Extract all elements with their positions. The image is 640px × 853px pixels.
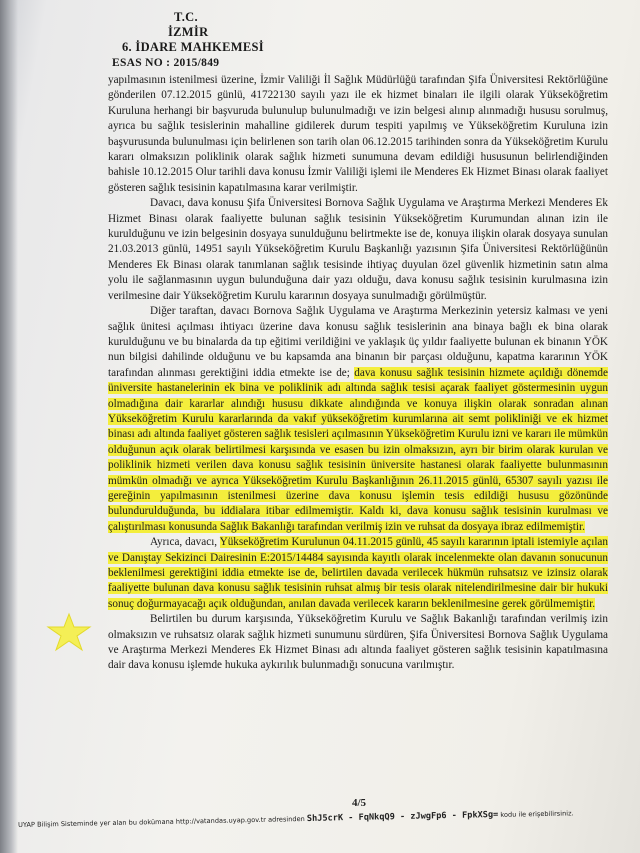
header-tc: T.C.: [174, 10, 198, 24]
header-esas-no: ESAS NO : 2015/849: [112, 57, 220, 69]
highlighter-star-mark: [46, 612, 92, 652]
footer-suffix: kodu ile erişebilirsiniz.: [500, 809, 574, 819]
paragraph: [108, 612, 608, 674]
paragraph: [108, 196, 608, 304]
paragraph: [108, 304, 608, 535]
document-body: [108, 73, 608, 674]
highlighted-text: dava konusu sağlık tesisinin hizmete açıldığı dönemde üniversite hastanelerinin ek bina ve poliklinik adı altında sağlık tesisi açarak faaliyet göstermesinin uygun olmadığına dair kararlar alındığı hususu dikkate alındığında ve konuya ilişkin olarak sonradan alınan Yükseköğretim Kurulu kararlarında da vakıf yükseköğretim kurumlarına ait semt polikliniği ve ek hizmet binası adı altında faaliyet gösteren sağlık tesisleri açılmasının Yükseköğretim Kurulu izni ve kararı ile mümkün olduğunun açık olarak belirtilmesi karşısında ve esasen bu izin olmaksızın, ayrı bir birim olarak kurulan ve poliklinik hizmeti verilen dava konusu sağlık tesisinin üniversite hastanesi olarak faaliyette bulunmasının mümkün olmadığı ve ayrıca Yükseköğretim Kurulu Başkanlığının 26.11.2015 günlü, 65307 sayılı yazısı ile gereğinin yapılmasının istenilmesi üzerine dava konusu işlemin tesis edildiği hususu gözönünde bulundurulduğunda, bu iddialara itibar edilmemiştir. Kaldı ki, dava konusu sağlık tesisinin kurulması ve çalıştırılması konusunda Sağlık Bakanlığı tarafından verilmiş izin ve ruhsat da dosyaya ibraz edilmemiştir.: [108, 366, 608, 533]
highlighted-text: Yükseköğretim Kurulunun 04.11.2015 günlü, 45 sayılı kararının iptali istemiyle açılan ve Danıştay Sekizinci Dairesinin E:2015/14484 sayısında kayıtlı olarak incelenmekte olan davanın sonucunun beklenilmesi gerektiğini iddia etmekte ise de, belirtilen davada verilecek hükmün ruhsatsız ve izinsiz olarak faaliyette bulunan dava konusu sağlık tesisinin ruhsat almış bir tesis olarak nitelendirilmesine dair bir hukuki sonuç doğurmayacağı açık olduğundan, anılan davada verilecek kararın beklenilmesine gerek görülmemiştir.: [108, 536, 608, 610]
paragraph-text: Ayrıca, davacı,: [150, 536, 220, 549]
footer-prefix: UYAP Bilişim Sisteminde yer alan bu dokümana http://vatandas.uyap.gov.tr adresinden: [18, 814, 305, 829]
footer-access-code: ShJ5crK - FqNkqQ9 - zJwgFp6 - FpkXSg=: [306, 809, 499, 824]
page-number: 4/5: [352, 797, 367, 809]
paragraph-text: Diğer taraftan, davacı Bornova Sağlık Uygulama ve Araştırma Merkezinin yetersiz kalması ve yeni sağlık ünitesi açılması ihtiyacı üzerine dava konusu sağlık tesislerinin ana binaya bağlı ek bina olarak kurulduğunu ve bu binalarda da tıp eğitimi verildiğini ve yaklaşık üç yıldır faaliyette bulunan ek binanın YÖK nun bilgisi dahilinde olduğunu ve bu kapsamda ana binanın bir parçası olduğunu, kapatma kararının YÖK tarafından alınması gerektiğini iddia etmekte ise de;: [108, 305, 608, 379]
paragraph: [108, 73, 608, 196]
paragraph-text: Davacı, dava konusu Şifa Üniversitesi Bornova Sağlık Uygulama ve Araştırma Merkezi Menderes Ek Hizmet Binası olarak faaliyette bulunan sağlık tesisinin Yükseköğretim Kurumundan alınan izin ile kurulduğunu ve izin belgesinin dosyaya sunulduğunu belirtmekte ise de, konuya ilişkin olarak dosyaya sunulan 21.03.2013 günlü, 14951 sayılı Yükseköğretim Kurulu Başkanlığı yazısının Şifa Üniversitesi Rektörlüğünün Menderes Ek Binası olarak tanımlanan sağlık tesisinde ihtiyaç duyulan özel güvenlik hizmetinin satın alma yolu ile sağlanmasının uygun bulunduğuna dair yazı olduğu, dava konusu sağlık tesisinin kurulmasına izin verilmesine dair Yükseköğretim Kurulu kararının dosyaya sunulmadığı görülmüştür.: [108, 197, 608, 302]
paragraph: [108, 535, 608, 612]
paragraph-text: yapılmasının istenilmesi üzerine, İzmir Valiliği İl Sağlık Müdürlüğü tarafından Şifa Üniversitesi Rektörlüğüne gönderilen 07.12.2015 günlü, 41722130 sayılı yazı ile ek hizmet binaları ile ilgili olarak Yükseköğretim Kuruluna herhangi bir başvuruda bulunulup bulunulmadığı ve izin belgesi alınıp alınmadığı hususu sorulmuş, ayrıca bu sağlık tesislerinin mahalline gidilerek durum tespiti yapılmış ve Yükseköğretim Kuruluna izin başvurusunda bulunulması için belirlenen son tarih olan 06.12.2015 tarihinden sonra da Yükseköğretim Kurulu kararı olmaksızın poliklinik olarak sağlık hizmeti sunumuna devam edildiği hususunun belirlendiğinden bahisle 10.12.2015 Olur tarihli dava konusu İzmir Valiliği işlemi ile Menderes Ek Hizmet Binası olarak faaliyet gösteren sağlık tesisinin kapatılmasına karar verilmiştir.: [108, 74, 608, 194]
uyap-footer: [18, 807, 638, 830]
paragraph-text: Belirtilen bu durum karşısında, Yükseköğretim Kurulu ve Sağlık Bakanlığı tarafından verilmiş izin olmaksızın ve ruhsatsız olarak sağlık hizmeti sunumunu sürdüren, Şifa Üniversitesi Bornova Sağlık Uygulama ve Araştırma Merkezi Menderes Ek Hizmet Binası adı altında faaliyet gösteren sağlık tesisinin kapatılmasına dair dava konusu işlemde hukuka aykırılık bulunmadığı sonucuna varılmıştır.: [108, 613, 608, 672]
header-city: İZMİR: [168, 25, 209, 39]
header-court: 6. İDARE MAHKEMESİ: [122, 40, 264, 54]
scan-shadow: [0, 0, 18, 853]
